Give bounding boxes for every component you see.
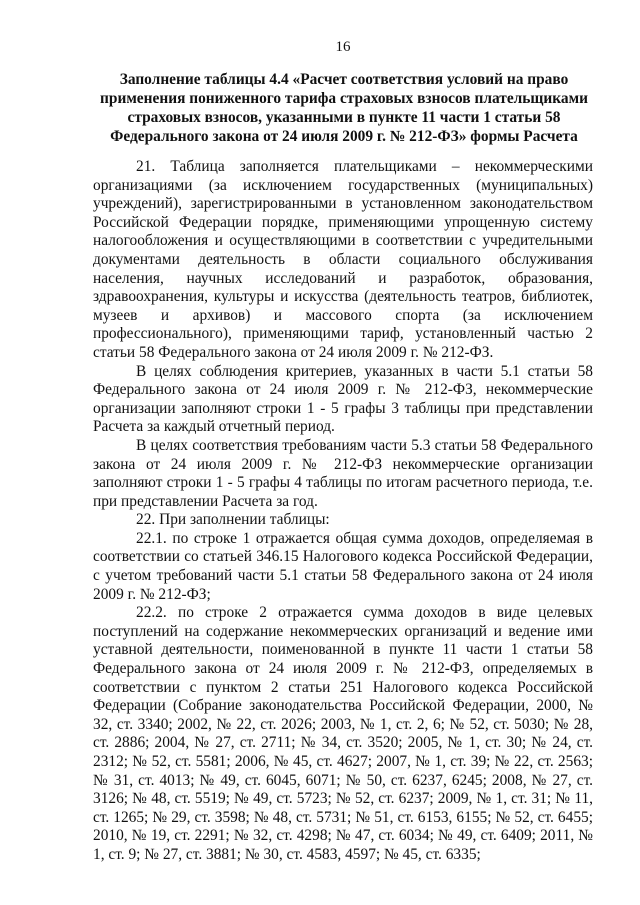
body-text: [93, 158, 593, 865]
section-heading: Заполнение таблицы 4.4 «Расчет соответствия условий на право применения пониженного тарифа страховых взносов плательщиками страховых взносов, указанными в пункте 11 части 1 статьи 58 Федерального закона от 24 июля 2009 г. № 212-ФЗ» формы Расчета: [100, 71, 588, 145]
paragraph-criteria-5-1: В целях соблюдения критериев, указанных в части 5.1 статьи 58 Федерального закона от 24 июля 2009 г. № 212-ФЗ, некоммерческие организации заполняют строки 1 - 5 графы 3 таблицы при представлении Расчета за каждый отчетный период.: [93, 362, 593, 436]
page-number: 16: [335, 39, 351, 55]
paragraph-22-2: 22.2. по строке 2 отражается сумма доходов в виде целевых поступлений на содержание некоммерческих организаций и ведение ими уставной деятельности, поименованной в пункте 11 части 1 статьи 58 Федерального закона от 24 июля 2009 г. № 212-ФЗ, определяемых в соответствии с пунктом 2 статьи 251 Налогового кодекса Российской Федерации (Собрание законодательства Российской Федерации, 2000, № 32, ст. 3340; 2002, № 22, ст. 2026; 2003, № 1, ст. 2, 6; № 52, ст. 5030; № 28, ст. 2886; 2004, № 27, ст. 2711; № 34, ст. 3520; 2005, № 1, ст. 30; № 24, ст. 2312; № 52, ст. 5581; 2006, № 45, ст. 4627; 2007, № 1, ст. 39; № 22, ст. 2563; № 31, ст. 4013; № 49, ст. 6045, 6071; № 50, ст. 6237, 6245; 2008, № 27, ст. 3126; № 48, ст. 5519; № 49, ст. 5723; № 52, ст. 6237; 2009, № 1, ст. 31; № 11, ст. 1265; № 29, ст. 3598; № 48, ст. 5731; № 51, ст. 6153, 6155; № 52, ст. 6455; 2010, № 19, ст. 2291; № 32, ст. 4298; № 47, ст. 6034; № 49, ст. 6409; 2011, № 1, ст. 9; № 27, ст. 3881; № 30, ст. 4583, 4597; № 45, ст. 6335;: [93, 604, 593, 863]
paragraph-22-1: 22.1. по строке 1 отражается общая сумма доходов, определяемая в соответствии со статьей 346.15 Налогового кодекса Российской Федерации, с учетом требований части 5.1 статьи 58 Федерального закона от 24 июля 2009 г. № 212-ФЗ;: [93, 529, 593, 603]
paragraph-requirements-5-3: В целях соответствия требованиям части 5.3 статьи 58 Федерального закона от 24 июля 2009 г. № 212-ФЗ некоммерческие организации заполняют строки 1 - 5 графы 4 таблицы по итогам расчетного периода, т.е. при представлении Расчета за год.: [93, 436, 593, 510]
paragraph-22: 22. При заполнении таблицы:: [136, 511, 330, 529]
paragraph-21: 21. Таблица заполняется плательщиками – некоммерческими организациями (за исключением государственных (муниципальных) учреждений), зарегистрированными в установленном законодательством Российской Федерации порядке, применяющими упрощенную систему налогообложения и осуществляющими в соответствии с учредительными документами деятельность в области социального обслуживания населения, научных исследований и разработок, образования, здравоохранения, культуры и искусства (деятельность театров, библиотек, музеев и архивов) и массового спорта (за исключением профессионального), применяющими тариф, установленный частью 2 статьи 58 Федерального закона от 24 июля 2009 г. № 212-ФЗ.: [93, 158, 593, 361]
